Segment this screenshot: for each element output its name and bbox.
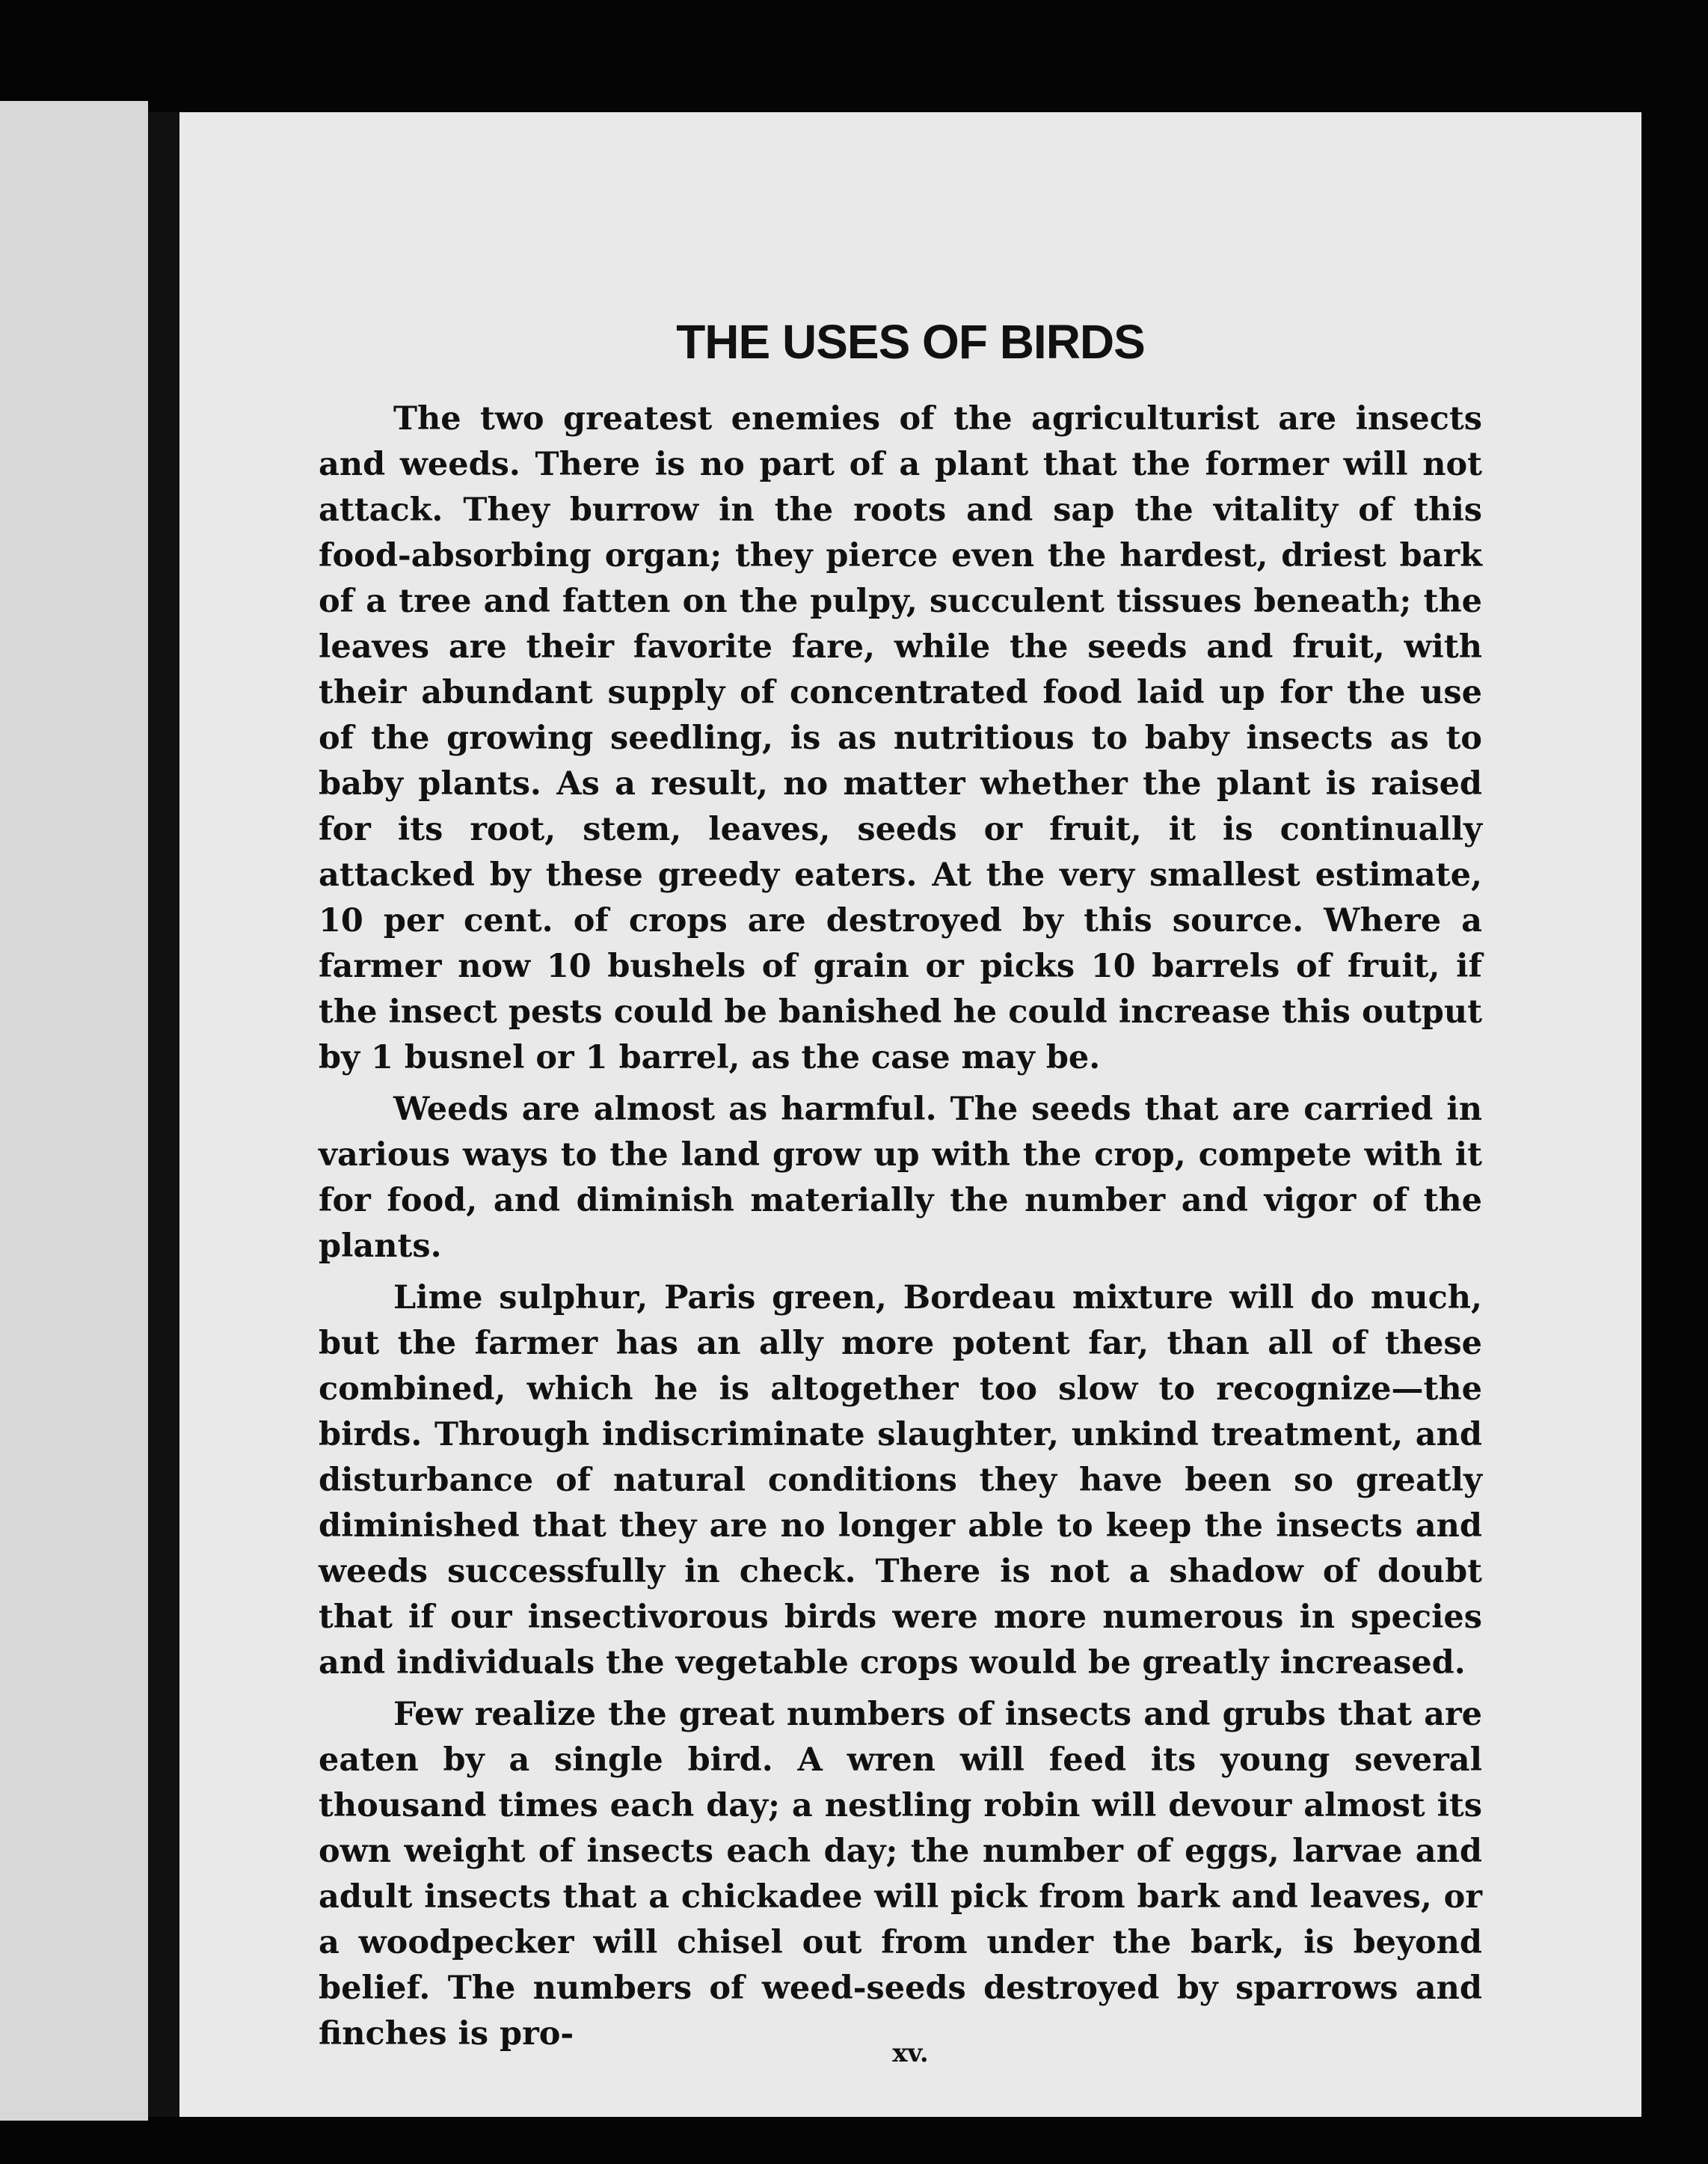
book-gutter <box>148 112 179 2117</box>
body-text <box>319 396 1482 2063</box>
paragraph-2: Weeds are almost as harmful. The seeds that are carried in various ways to the land grow up with the crop, compete with it for food, and diminish materially the number and vigor of the plants. <box>319 1091 1482 1265</box>
facing-page-edge <box>0 101 148 2121</box>
paragraph-1: The two greatest enemies of the agriculturist are insects and weeds. There is no part of a plant that the former will not attack. They burrow in the roots and sap the vitality of this food-absorbing organ; they pierce even the hardest, driest bark of a tree and fatten on the pulpy, succulent tissues beneath; the leaves are their favorite fare, while the seeds and fruit, with their abundant supply of concentrated food laid up for the use of the growing seedling, is as nutritious to baby insects as to baby plants. As a result, no matter whether the plant is raised for its root, stem, leaves, seeds or fruit, it is continually attacked by these greedy eaters. At the very smallest estimate, 10 per cent. of crops are destroyed by this source. Where a farmer now 10 bushels of grain or picks 10 barrels of fruit, if the insect pests could be banished he could increase this output by 1 busnel or 1 barrel, as the case may be. <box>319 400 1482 1076</box>
page-number: xv. <box>892 2038 929 2068</box>
paragraph-3: Lime sulphur, Paris green, Bordeau mixture will do much, but the farmer has an ally more potent far, than all of these combined, which he is altogether too slow to recognize—the birds. Through indiscriminate slaughter, unkind treatment, and disturbance of natural conditions they have been so greatly diminished that they are no longer able to keep the insects and weeds successfully in check. There is not a shadow of doubt that if our insectivorous birds were more numerous in species and individuals the vegetable crops would be greatly increased. <box>319 1279 1482 1682</box>
book-page <box>179 112 1641 2117</box>
paragraph-4: Few realize the great numbers of insects and grubs that are eaten by a single bird. A wren will feed its young several thousand times each day; a nestling robin will devour almost its own weight of insects each day; the number of eggs, larvae and adult insects that a chickadee will pick from bark and leaves, or a woodpecker will chisel out from under the bark, is beyond belief. The numbers of weed-seeds destroyed by sparrows and finches is pro- <box>319 1696 1482 2053</box>
page-title: THE USES OF BIRDS <box>676 315 1145 369</box>
